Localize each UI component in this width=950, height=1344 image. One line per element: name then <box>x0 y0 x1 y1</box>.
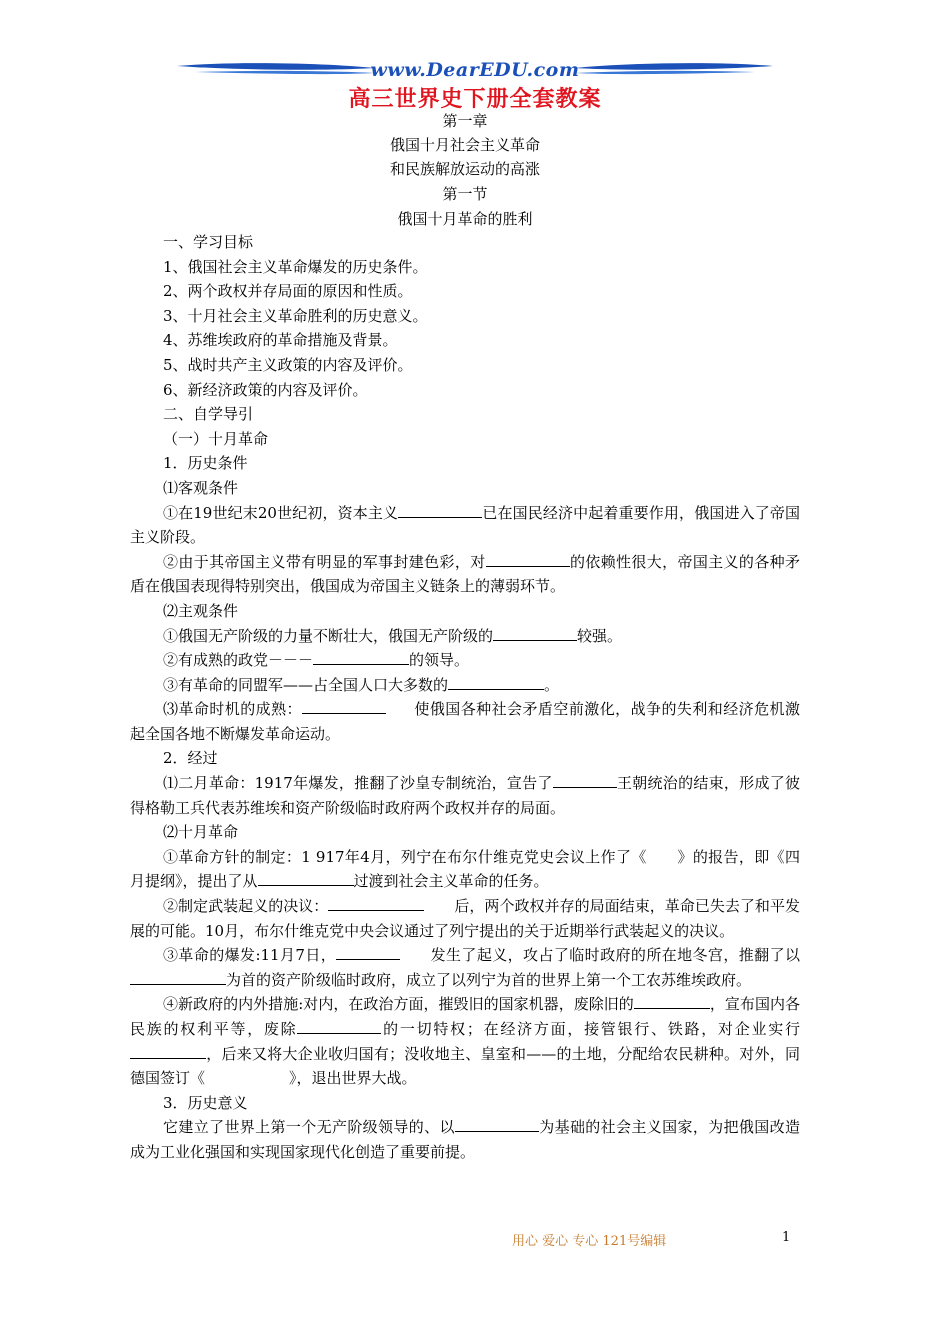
paragraph: ⑴二月革命：1917年爆发，推翻了沙皇专制统治，宣告了 王朝统治的结束，形成了彼得格勒工兵代表苏维埃和资产阶级临时政府两个政权并存的局面。 <box>130 774 800 817</box>
document-body <box>130 230 800 1165</box>
paragraph: ④新政府的内外措施:对内，在政治方面，摧毁旧的国家机器，废除旧的 ，宣布国内各民族的权利平等，废除 的一切特权；在经济方面，接管银行、铁路，对企业实行，后来又将大企业收归国有；没收地主、皇室和——的土地，分配给农民耕种。对外，同德国签订《 》，退出世界大战。 <box>130 995 800 1088</box>
fill-blank[interactable] <box>258 870 354 886</box>
heading-goals: 一、学习目标 <box>163 233 254 251</box>
paragraph: ③革命的爆发:11月7日， 发生了起义，攻占了临时政府的所在地冬宫，推翻了以为首的资产阶级临时政府，成立了以列宁为首的世界上第一个工农苏维埃政府。 <box>130 943 800 992</box>
heading-october: ⑵十月革命 <box>163 823 239 842</box>
section-number: 第一节 <box>442 185 488 203</box>
heading-significance: 3．历史意义 <box>163 1093 248 1112</box>
fill-blank[interactable] <box>398 502 482 518</box>
fill-blank[interactable] <box>448 674 544 690</box>
paragraph: ①革命方针的制定：1 917年4月，列宁在布尔什维克党史会议上作了《 》的报告，即《四月提纲》，提出了从 过渡到社会主义革命的任务。 <box>130 847 800 891</box>
chapter-title-line1: 俄国十月社会主义革命 <box>389 136 540 154</box>
footer-text: 用心 爱心 专心 121号编辑 <box>512 1234 667 1249</box>
heading-guide: 二、自学导引 <box>163 405 254 424</box>
paragraph: 它建立了世界上第一个无产阶级领导的、以 为基础的社会主义国家，为把俄国改造成为工业化强国和实现国家现代化创造了重要前提。 <box>130 1118 800 1161</box>
subheading-october-revolution: （一）十月革命 <box>163 429 269 448</box>
goal-item: 4、苏维埃政府的革命措施及背景。 <box>163 331 398 350</box>
heading-conditions: 1．历史条件 <box>163 454 248 473</box>
fill-blank[interactable] <box>302 698 386 714</box>
fill-blank[interactable] <box>130 1043 206 1059</box>
fill-blank[interactable] <box>493 625 577 641</box>
document-title: 高三世界史下册全套教案 <box>348 87 602 112</box>
paragraph: ②制定武装起义的决议： 后，两个政权并存的局面结束，革命已失去了和平发展的可能。10月，布尔什维克党中央会议通过了列宁提出的关于近期举行武装起义的决议。 <box>130 897 800 940</box>
goal-item: 2、两个政权并存局面的原因和性质。 <box>163 282 413 301</box>
fill-blank[interactable] <box>486 551 570 567</box>
paragraph: ①在19世纪末20世纪初，资本主义 已在国民经济中起着重要作用，俄国进入了帝国主义阶段。 <box>130 503 800 547</box>
chapter-title-line2: 和民族解放运动的高涨 <box>389 160 540 178</box>
fill-blank[interactable] <box>297 1018 381 1034</box>
heading-objective: ⑴客观条件 <box>163 478 239 497</box>
fill-blank[interactable] <box>455 1116 539 1132</box>
fill-blank[interactable] <box>313 649 409 665</box>
goal-item: 3、十月社会主义革命胜利的历史意义。 <box>163 306 428 325</box>
fill-blank[interactable] <box>336 944 400 960</box>
goal-item: 5、战时共产主义政策的内容及评价。 <box>163 355 413 374</box>
heading-subjective: ⑵主观条件 <box>163 601 239 620</box>
fill-blank[interactable] <box>130 969 226 985</box>
paragraph: ⑶革命时机的成熟： 使俄国各种社会矛盾空前激化，战争的失利和经济危机激起全国各地不断爆发革命运动。 <box>130 700 800 743</box>
goal-item: 1、俄国社会主义革命爆发的历史条件。 <box>163 257 428 276</box>
paragraph: ①俄国无产阶级的力量不断壮大，俄国无产阶级的 较强。 <box>163 626 623 645</box>
page-number: 1 <box>782 1230 791 1245</box>
chapter-number: 第一章 <box>442 112 488 130</box>
heading-process: 2．经过 <box>163 749 218 768</box>
fill-blank[interactable] <box>328 895 424 911</box>
fill-blank[interactable] <box>553 772 617 788</box>
goal-item: 6、新经济政策的内容及评价。 <box>163 380 368 399</box>
fill-blank[interactable] <box>634 993 710 1009</box>
paragraph: ③有革命的同盟军——占全国人口大多数的 。 <box>163 675 560 694</box>
paragraph: ②由于其帝国主义带有明显的军事封建色彩，对 的依赖性很大，帝国主义的各种矛盾在俄国表现得特别突出，俄国成为帝国主义链条上的薄弱环节。 <box>130 552 800 596</box>
site-url[interactable]: www.DearEDU.com <box>370 59 580 81</box>
paragraph: ②有成熟的政党－－－ 的领导。 <box>163 651 470 670</box>
section-title: 俄国十月革命的胜利 <box>397 210 533 228</box>
